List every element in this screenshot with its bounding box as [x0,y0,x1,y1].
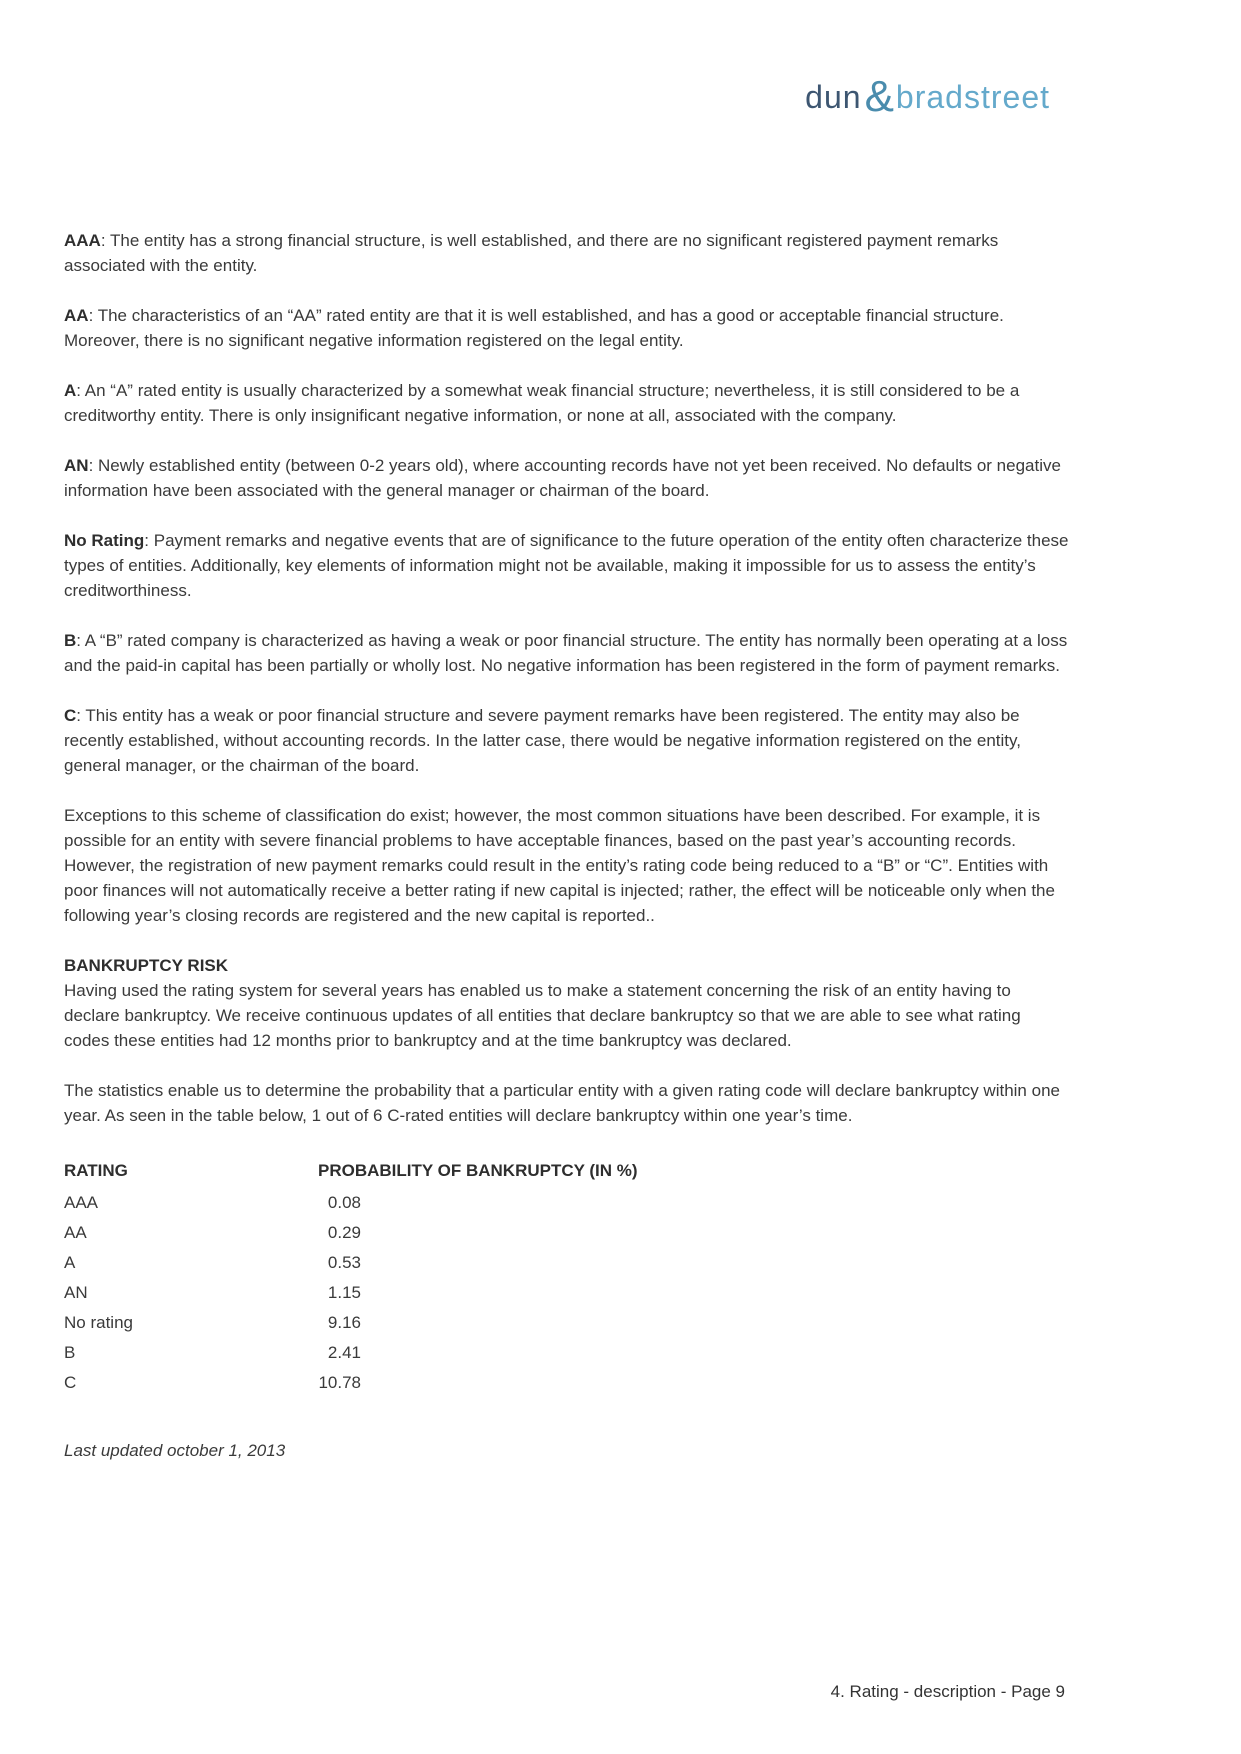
last-updated-note: Last updated october 1, 2013 [64,1441,286,1460]
rating-cell: B [64,1343,76,1362]
rating-cell: AN [64,1283,88,1302]
section-heading-bankruptcy-risk: BANKRUPTCY RISK [64,956,229,975]
rating-label: A [64,381,77,400]
probability-cell: 0.08 [327,1193,361,1212]
rating-cell: AA [64,1223,87,1242]
document-body [64,228,1069,1480]
rating-cell: A [64,1253,76,1272]
probability-cell: 10.78 [318,1373,361,1392]
rating-label: No Rating [64,531,145,550]
table-row [64,1188,1069,1218]
table-row [64,1338,1069,1368]
logo-text-bradstreet: bradstreet [895,79,1050,115]
rating-label: AA [64,306,89,325]
rating-definition-aa [64,303,1069,353]
rating-description: : The entity has a strong financial structure, is well established, and there are no significant registered payment remarks associated with the entity. [64,231,999,275]
probability-cell: 9.16 [327,1313,361,1332]
rating-column-header: RATING [64,1161,128,1180]
table-row [64,1218,1069,1248]
logo-text-dun: dun [805,79,862,115]
rating-definition-c [64,703,1069,778]
rating-description: : The characteristics of an “AA” rated entity are that it is well established, and has a good or acceptable financial structure. Moreover, there is no significant negative information registered on the legal entity. [64,306,1004,350]
probability-column-header: PROBABILITY OF BANKRUPTCY (IN %) [318,1161,638,1180]
exceptions-paragraph: Exceptions to this scheme of classification do exist; however, the most common situations have been described. For example, it is possible for an entity with severe financial problems to have acceptable finances, based on the past year’s accounting records. However, the registration of new payment remarks could result in the entity’s rating code being reduced to a “B” or “C”. Entities with poor finances will not automatically receive a better rating if new capital is injected; rather, the effect will be noticeable only when the following year’s closing records are registered and the new capital is reported.. [64,806,1055,925]
rating-cell: No rating [64,1313,133,1332]
probability-cell: 0.29 [327,1223,361,1242]
table-row [64,1248,1069,1278]
probability-cell: 0.53 [327,1253,361,1272]
table-row [64,1278,1069,1308]
probability-cell: 2.41 [327,1343,361,1362]
rating-definition-a [64,378,1069,428]
rating-definition-aaa [64,228,1069,278]
rating-cell: AAA [64,1193,99,1212]
rating-definition-b [64,628,1069,678]
rating-definition-an [64,453,1069,503]
rating-cell: C [64,1373,77,1392]
rating-label: C [64,706,77,725]
logo-ampersand-icon: & [864,72,895,121]
probability-cell: 1.15 [327,1283,361,1302]
page-footer: 4. Rating - description - Page 9 [830,1682,1065,1701]
dun-bradstreet-logo [805,72,1050,121]
rating-label: AAA [64,231,101,250]
rating-description: : Payment remarks and negative events that are of significance to the future operation of the entity often characterize these types of entities. Additionally, key elements of information might not be available, making it impossible for us to assess the entity’s creditworthiness. [64,531,1069,600]
rating-description: : This entity has a weak or poor financial structure and severe payment remarks have been registered. The entity may also be recently established, without accounting records. In the latter case, there would be negative information registered on the entity, general manager, or the chairman of the board. [64,706,1021,775]
rating-description: : An “A” rated entity is usually characterized by a somewhat weak financial structure; nevertheless, it is still considered to be a creditworthy entity. There is only insignificant negative information, or none at all, associated with the company. [64,381,1020,425]
rating-description: : Newly established entity (between 0-2 years old), where accounting records have not yet been received. No defaults or negative information have been associated with the general manager or chairman of the board. [64,456,1061,500]
bankruptcy-paragraph-1: Having used the rating system for several years has enabled us to make a statement concerning the risk of an entity having to declare bankruptcy. We receive continuous updates of all entities that declare bankruptcy so that we are able to see what rating codes these entities had 12 months prior to bankruptcy and at the time bankruptcy was declared. [64,981,1021,1050]
bankruptcy-paragraph-2: The statistics enable us to determine the probability that a particular entity with a given rating code will declare bankruptcy within one year. As seen in the table below, 1 out of 6 C-rated entities will declare bankruptcy within one year’s time. [64,1081,1060,1125]
rating-label: AN [64,456,89,475]
table-header-row [64,1158,1069,1183]
table-row [64,1308,1069,1338]
rating-definition-no-rating [64,528,1069,603]
rating-label: B [64,631,77,650]
rating-description: : A “B” rated company is characterized as having a weak or poor financial structure. The entity has normally been operating at a loss and the paid-in capital has been partially or wholly lost. No negative information has been registered in the form of payment remarks. [64,631,1068,675]
bankruptcy-probability-table [64,1158,1069,1398]
table-row [64,1368,1069,1398]
